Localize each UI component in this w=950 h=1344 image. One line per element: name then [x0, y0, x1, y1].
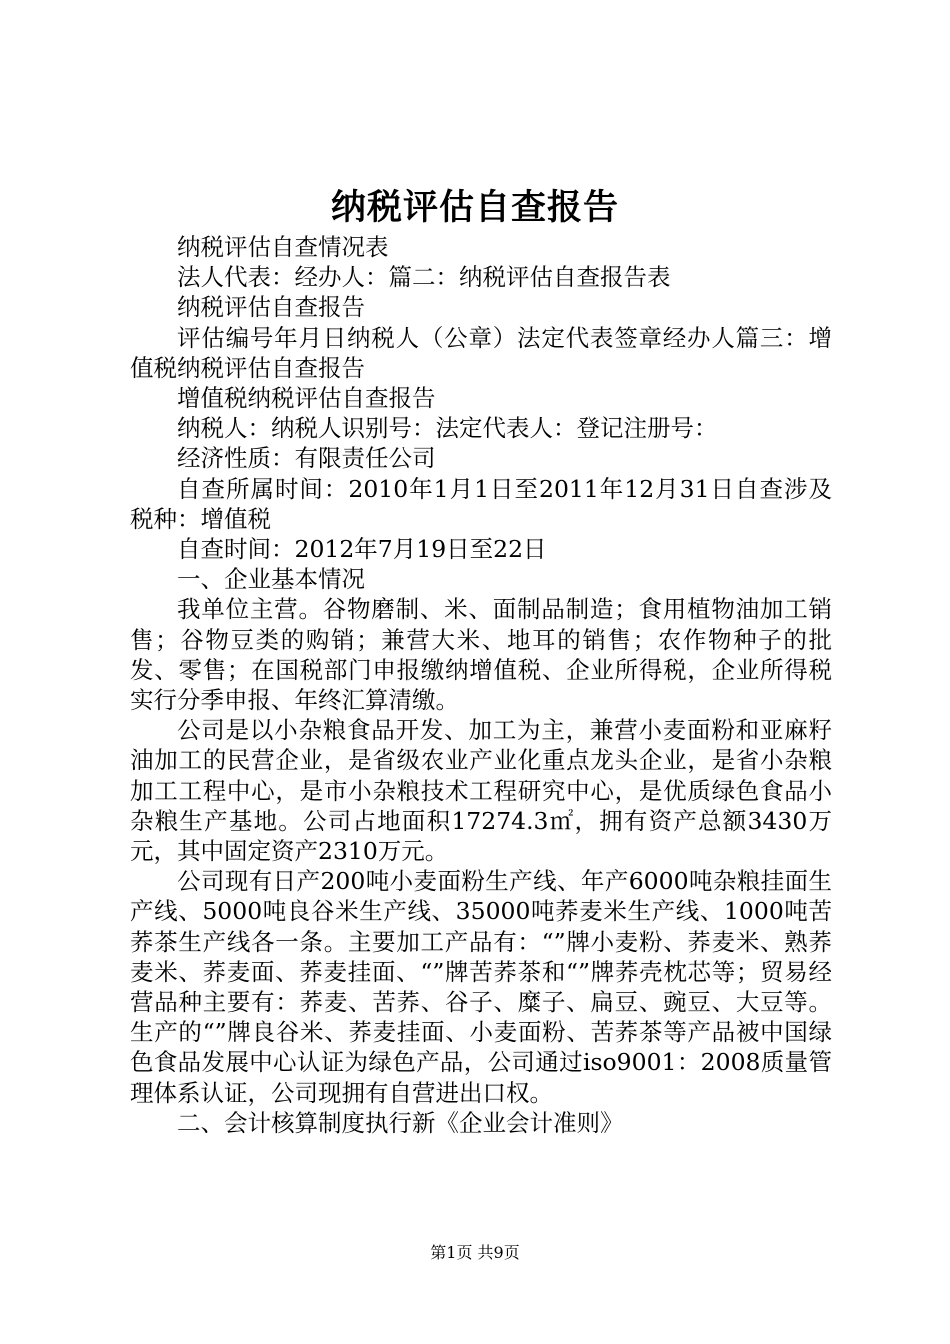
section-heading: 二、会计核算制度执行新《企业会计准则》 — [177, 1108, 624, 1137]
page-number-footer: 第1页 共9页 — [430, 1243, 520, 1262]
paragraph: 自查时间：2012年7月19日至22日 — [177, 535, 547, 564]
paragraph: 纳税评估自查报告 — [177, 293, 365, 322]
paragraph: 自查所属时间：2010年1月1日至2011年12月31日自查涉及税种：增值税 — [130, 474, 832, 533]
paragraph: 公司现有日产200吨小麦面粉生产线、年产6000吨杂粮挂面生产线、5000吨良谷米生产线、35000吨荞麦米生产线、1000吨苦荞茶生产线各一条。主要加工产品有：“”牌小麦粉、荞麦米、熟荞麦米、荞麦面、荞麦挂面、“”牌苦荞茶和“”牌荞壳枕芯等；贸易经营品种主要有：荞麦、苦荞、谷子、糜子、扁豆、豌豆、大豆等。生产的“”牌良谷米、荞麦挂面、小麦面粉、苦荞茶等产品被中国绿色食品发展中心认证为绿色产品，公司通过iso9001：2008质量管理体系认证，公司现拥有自营进出口权。 — [130, 867, 832, 1107]
paragraph: 纳税评估自查情况表 — [177, 233, 389, 261]
section-heading: 一、企业基本情况 — [177, 565, 365, 594]
paragraph: 纳税人：纳税人识别号：法定代表人：登记注册号： — [177, 414, 718, 443]
paragraph: 评估编号年月日纳税人（公章）法定代表签章经办人篇三：增值税纳税评估自查报告 — [130, 323, 832, 382]
paragraph: 法人代表：经办人：篇二：纳税评估自查报告表 — [177, 263, 671, 292]
document-body — [130, 232, 832, 1138]
paragraph: 我单位主营。谷物磨制、米、面制品制造；食用植物油加工销售；谷物豆类的购销；兼营大米、地耳的销售；农作物种子的批发、零售；在国税部门申报缴纳增值税、企业所得税，企业所得税实行分季申报、年终汇算清缴。 — [130, 595, 832, 715]
document-title: 纳税评估自查报告 — [330, 187, 619, 228]
paragraph: 增值税纳税评估自查报告 — [177, 384, 436, 413]
paragraph: 公司是以小杂粮食品开发、加工为主，兼营小麦面粉和亚麻籽油加工的民营企业，是省级农业产业化重点龙头企业，是省小杂粮加工工程中心，是市小杂粮技术工程研究中心，是优质绿色食品小杂粮生产基地。公司占地面积17274.3㎡，拥有资产总额3430万元，其中固定资产2310万元。 — [130, 716, 832, 866]
paragraph: 经济性质：有限责任公司 — [177, 444, 436, 473]
